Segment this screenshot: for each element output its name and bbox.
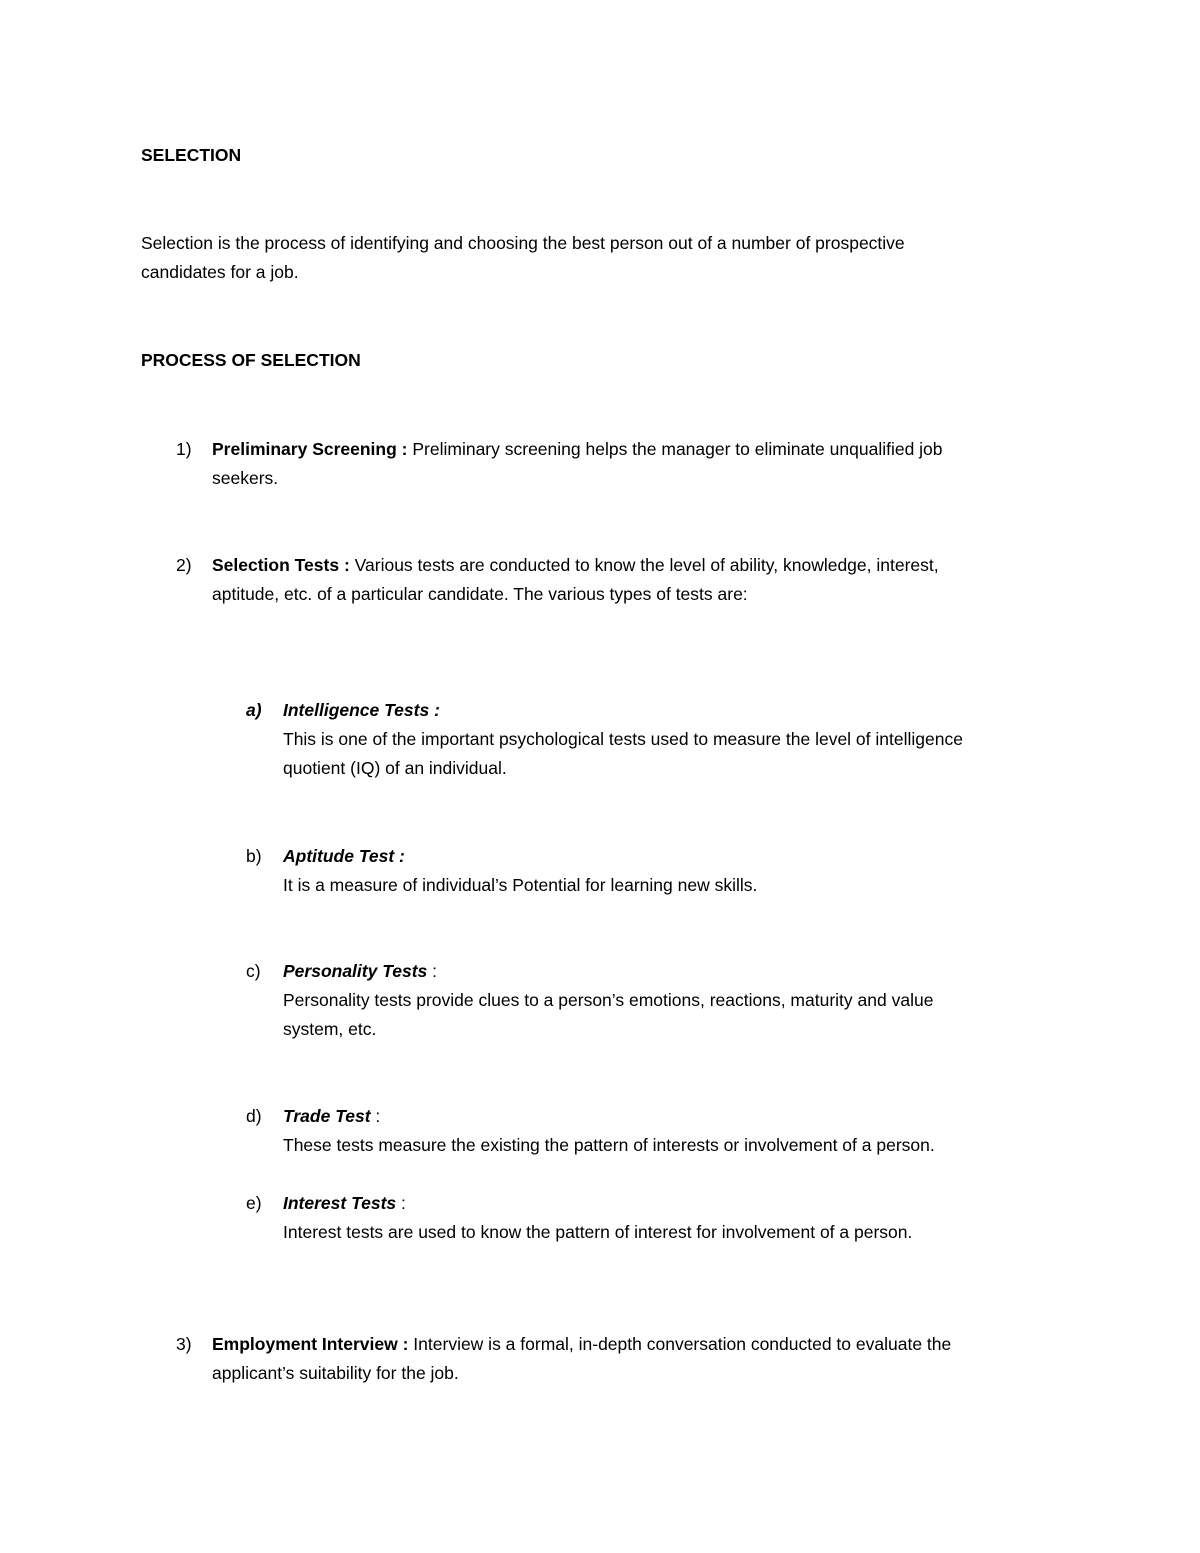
- test-text-cont: system, etc.: [283, 1019, 377, 1039]
- test-term: Personality Tests: [283, 961, 428, 981]
- intro-line-1: Selection is the process of identifying and choosing the best person out of a number of prospective: [141, 233, 905, 253]
- test-term: Aptitude Test :: [283, 846, 405, 866]
- step-number: 2): [176, 555, 192, 575]
- step-number: 1): [176, 439, 192, 459]
- test-term-line: [283, 1102, 380, 1131]
- step-term: Preliminary Screening :: [212, 439, 408, 459]
- step-line: [212, 1330, 951, 1359]
- test-letter: d): [246, 1106, 262, 1126]
- intro-line-2: candidates for a job.: [141, 262, 299, 282]
- test-term-suffix: :: [427, 961, 438, 981]
- test-term: Interest Tests: [283, 1193, 397, 1213]
- test-text: It is a measure of individual’s Potential for learning new skills.: [283, 875, 758, 895]
- document-title: SELECTION: [141, 145, 242, 165]
- test-letter: e): [246, 1193, 262, 1213]
- test-letter: a): [246, 700, 262, 720]
- section-heading: PROCESS OF SELECTION: [141, 350, 361, 370]
- test-text: This is one of the important psychological tests used to measure the level of intelligence: [283, 729, 963, 749]
- test-text-cont: quotient (IQ) of an individual.: [283, 758, 507, 778]
- step-line: [212, 435, 943, 464]
- test-term-line: [283, 957, 437, 986]
- test-term-suffix: :: [370, 1106, 381, 1126]
- test-text: Interest tests are used to know the pattern of interest for involvement of a person.: [283, 1222, 913, 1242]
- step-text-cont: aptitude, etc. of a particular candidate. The various types of tests are:: [212, 584, 748, 604]
- test-term: Intelligence Tests :: [283, 700, 440, 720]
- step-text-cont: applicant’s suitability for the job.: [212, 1363, 459, 1383]
- step-text-cont: seekers.: [212, 468, 279, 488]
- test-text: These tests measure the existing the pattern of interests or involvement of a person.: [283, 1135, 935, 1155]
- step-line: [212, 551, 939, 580]
- step-text: Interview is a formal, in-depth conversation conducted to evaluate the: [408, 1334, 952, 1354]
- step-number: 3): [176, 1334, 192, 1354]
- step-term: Selection Tests :: [212, 555, 350, 575]
- test-letter: b): [246, 846, 262, 866]
- test-term-suffix: :: [396, 1193, 406, 1213]
- step-text: Various tests are conducted to know the level of ability, knowledge, interest,: [349, 555, 939, 575]
- test-term-line: [283, 1189, 406, 1218]
- test-letter: c): [246, 961, 261, 981]
- test-term: Trade Test: [283, 1106, 371, 1126]
- test-text: Personality tests provide clues to a person’s emotions, reactions, maturity and value: [283, 990, 934, 1010]
- step-term: Employment Interview :: [212, 1334, 409, 1354]
- step-text: Preliminary screening helps the manager to eliminate unqualified job: [407, 439, 943, 459]
